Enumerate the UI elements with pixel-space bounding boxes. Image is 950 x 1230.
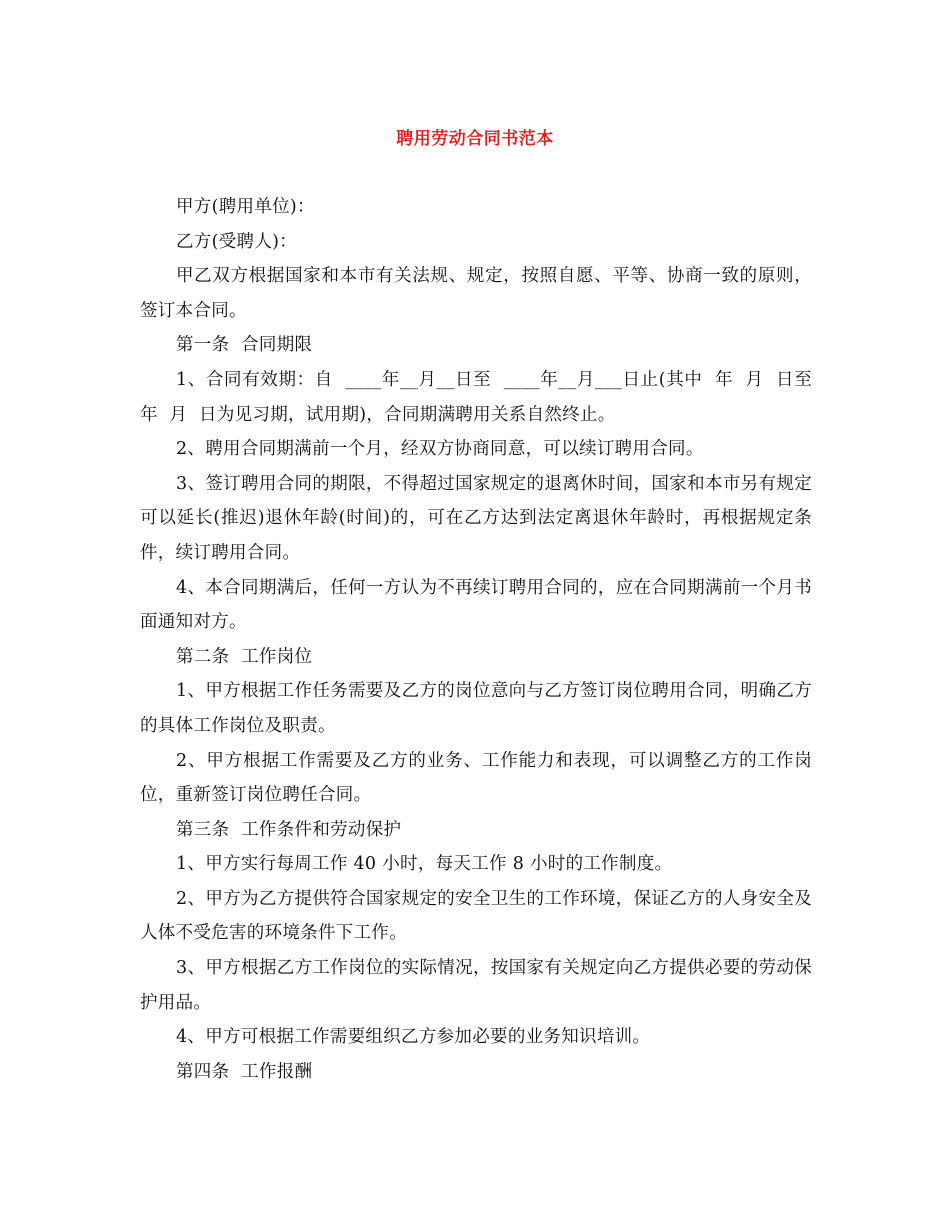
party-b-line: 乙方(受聘人)： bbox=[176, 231, 298, 252]
article-3-clause-4: 4、甲方可根据工作需要组织乙方参加必要的业务知识培训。 bbox=[176, 1027, 651, 1048]
article-1-clause-3: 3、签订聘用合同的期限，不得超过国家规定的退离休时间，国家和本市另有规定可以延长(推迟)退休年龄(时间)的，可在乙方达到法定离退休年龄时，再根据规定条件，续订聘用合同。 bbox=[140, 473, 812, 563]
article-1-clause-4: 4、本合同期满后，任何一方认为不再续订聘用合同的，应在合同期满前一个月书面通知对方。 bbox=[140, 577, 812, 633]
article-4-heading: 第四条 工作报酬 bbox=[176, 1061, 313, 1082]
article-3-heading: 第三条 工作条件和劳动保护 bbox=[176, 819, 402, 840]
article-3-clause-2: 2、甲方为乙方提供符合国家规定的安全卫生的工作环境，保证乙方的人身安全及人体不受危害的环境条件下工作。 bbox=[140, 888, 812, 944]
article-1-clause-2: 2、聘用合同期满前一个月，经双方协商同意，可以续订聘用合同。 bbox=[176, 439, 704, 460]
article-3-clause-3: 3、甲方根据乙方工作岗位的实际情况，按国家有关规定向乙方提供必要的劳动保护用品。 bbox=[140, 958, 812, 1013]
article-2-heading: 第二条 工作岗位 bbox=[176, 646, 313, 667]
preamble-paragraph: 甲乙双方根据国家和本市有关法规、规定，按照自愿、平等、协商一致的原则，签订本合同。 bbox=[140, 266, 812, 321]
document-title: 聘用劳动合同书范本 bbox=[396, 129, 554, 149]
article-2-clause-2: 2、甲方根据工作需要及乙方的业务、工作能力和表现，可以调整乙方的工作岗位，重新签订岗位聘任合同。 bbox=[140, 750, 812, 806]
document-body bbox=[140, 190, 824, 1089]
article-1-clause-1: 1、合同有效期：自 ____年__月__日至 ____年__月___日止(其中 年 月 日至 年 月 日为见习期，试用期)，合同期满聘用关系自然终止。 bbox=[140, 369, 824, 425]
article-2-clause-1: 1、甲方根据工作任务需要及乙方的岗位意向与乙方签订岗位聘用合同，明确乙方的具体工作岗位及职责。 bbox=[140, 681, 812, 736]
article-1-heading: 第一条 合同期限 bbox=[176, 335, 313, 356]
article-3-clause-1: 1、甲方实行每周工作 40 小时，每天工作 8 小时的工作制度。 bbox=[176, 854, 673, 875]
party-a-line: 甲方(聘用单位)： bbox=[176, 197, 315, 217]
